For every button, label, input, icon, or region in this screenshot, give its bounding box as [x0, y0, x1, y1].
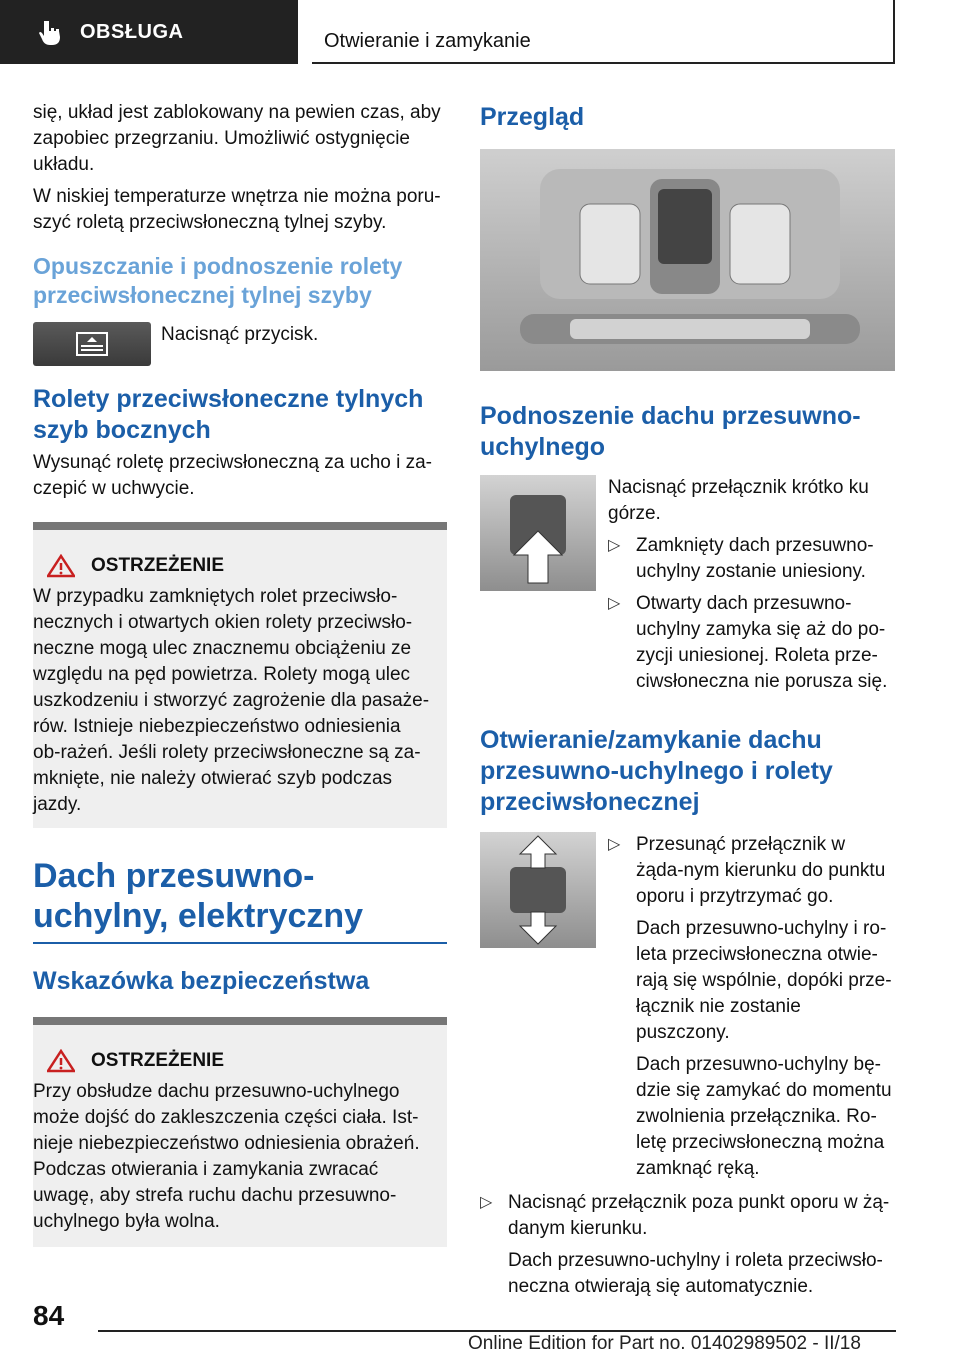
heading-lift: Podnoszenie dachu przesuwno-uchylnego [480, 402, 861, 461]
heading-rear-blind: Opuszczanie i podnoszenie rolety przeciwsłonecznej tylnej szyby [33, 253, 403, 308]
section-label: OBSŁUGA [80, 20, 184, 43]
warning-box [33, 522, 447, 828]
header-title-box [312, 0, 895, 64]
left-column [33, 100, 447, 1247]
footer-rule [98, 1330, 896, 1332]
list-item: ▷ Przesunąć przełącznik w żąda-nym kierunku do punktu oporu i przytrzymać go. [608, 834, 886, 907]
blind-icon [75, 331, 109, 357]
heading-overview: Przegląd [480, 103, 585, 131]
page-number: 84 [33, 1300, 65, 1331]
heading-rule [33, 942, 447, 944]
heading-sunroof: Dach przesuwno-uchylny, elektryczny [33, 857, 364, 935]
switch-up-image [480, 475, 596, 591]
paragraph: Dach przesuwno-uchylny i roleta przeciwsło-neczna otwierają się automatycznie. [508, 1250, 883, 1297]
button-instruction [33, 322, 447, 366]
warning-icon [47, 1049, 75, 1073]
bullet-triangle-icon: ▷ [608, 836, 621, 853]
paragraph: W niskiej temperaturze wnętrza nie można poru-szyć roletą przeciwsłoneczną tylnej szyby. [33, 186, 441, 233]
rear-blind-button-image [33, 322, 151, 366]
list-item: ▷ Zamknięty dach przesuwno-uchylny zostanie uniesiony. [608, 535, 874, 582]
heading-open-close: Otwieranie/zamykanie dachu przesuwno-uchylnego i rolety przeciwsłonecznej [480, 726, 833, 816]
paragraph: Dach przesuwno-uchylny bę-dzie się zamykać do momentu zwolnienia przełącznika. Ro-letę przeciwsłoneczną można zamknąć ręką. [636, 1054, 892, 1179]
hand-pointer-icon [36, 17, 66, 47]
chapter-title: Otwieranie i zamykanie [324, 30, 531, 52]
warning-title: OSTRZEŻENIE [47, 554, 433, 578]
warning-box [33, 1017, 447, 1247]
open-close-section [480, 832, 896, 1182]
paragraph: się, układ jest zablokowany na pewien czas, aby zapobiec przegrzaniu. Umożliwić ostygnięcie układu. [33, 102, 441, 175]
switch-up-arrow-icon [480, 475, 596, 591]
warning-text: Przy obsłudze dachu przesuwno-uchylnego może dojść do zakleszczenia części ciała. Ist-nieje niebezpieczeństwo odniesienia obrażeń. Podczas otwierania i zamykania zwracać uwagę, aby strefa ruchu dachu przesuwno-uchylnego była wolna. [33, 1081, 420, 1232]
warning-title: OSTRZEŻENIE [47, 1049, 433, 1073]
list-item: ▷ Otwarty dach przesuwno-uchylny zamyka się aż do po-zycji uniesionej. Roleta prze-ciwsłoneczna nie porusza się. [608, 593, 888, 692]
right-column [480, 100, 896, 1300]
edition-text: Online Edition for Part no. 01402989502 - II/18 [468, 1333, 861, 1354]
list-item: ▷ Nacisnąć przełącznik poza punkt oporu w żą-danym kierunku. [480, 1192, 890, 1239]
lift-section [480, 475, 896, 695]
switch-updown-image [480, 832, 596, 948]
heading-safety: Wskazówka bezpieczeństwa [33, 967, 370, 995]
bullet-triangle-icon: ▷ [480, 1194, 493, 1211]
paragraph: Wysunąć roletę przeciwsłoneczną za ucho i za-czepić w uchwycie. [33, 452, 433, 499]
bullet-triangle-icon: ▷ [608, 537, 621, 554]
switch-updown-arrow-icon [480, 832, 596, 948]
lift-text: Nacisnąć przełącznik krótko ku górze. [608, 477, 869, 524]
heading-side-blinds: Rolety przeciwsłoneczne tylnych szyb bocznych [33, 385, 424, 444]
bullet-triangle-icon: ▷ [608, 595, 621, 612]
header-section-tab [0, 0, 298, 64]
overhead-console-photo [480, 149, 895, 371]
warning-text: W przypadku zamkniętych rolet przeciwsło-necznych i otwartych okien rolety przeciwsło-neczne mogą ulec znacznemu obciążeniu ze względu na pęd powietrza. Rolety mogą ulec uszkodzeniu i stworzyć zagrożenie dla pasaże-rów. Istnieje niebezpieczeństwo odniesienia ob-rażeń. Jeśli rolety przeciwsłoneczne są za-mknięte, nie należy otwierać szyb podczas jazdy. [33, 586, 430, 815]
warning-icon [47, 554, 75, 578]
overhead-console-illustration [480, 149, 895, 371]
press-text: Nacisnąć przycisk. [161, 324, 319, 345]
paragraph: Dach przesuwno-uchylny i ro-leta przeciwsłoneczna otwie-rają się wspólnie, dopóki prze-łącznik nie zostanie puszczony. [636, 918, 892, 1043]
